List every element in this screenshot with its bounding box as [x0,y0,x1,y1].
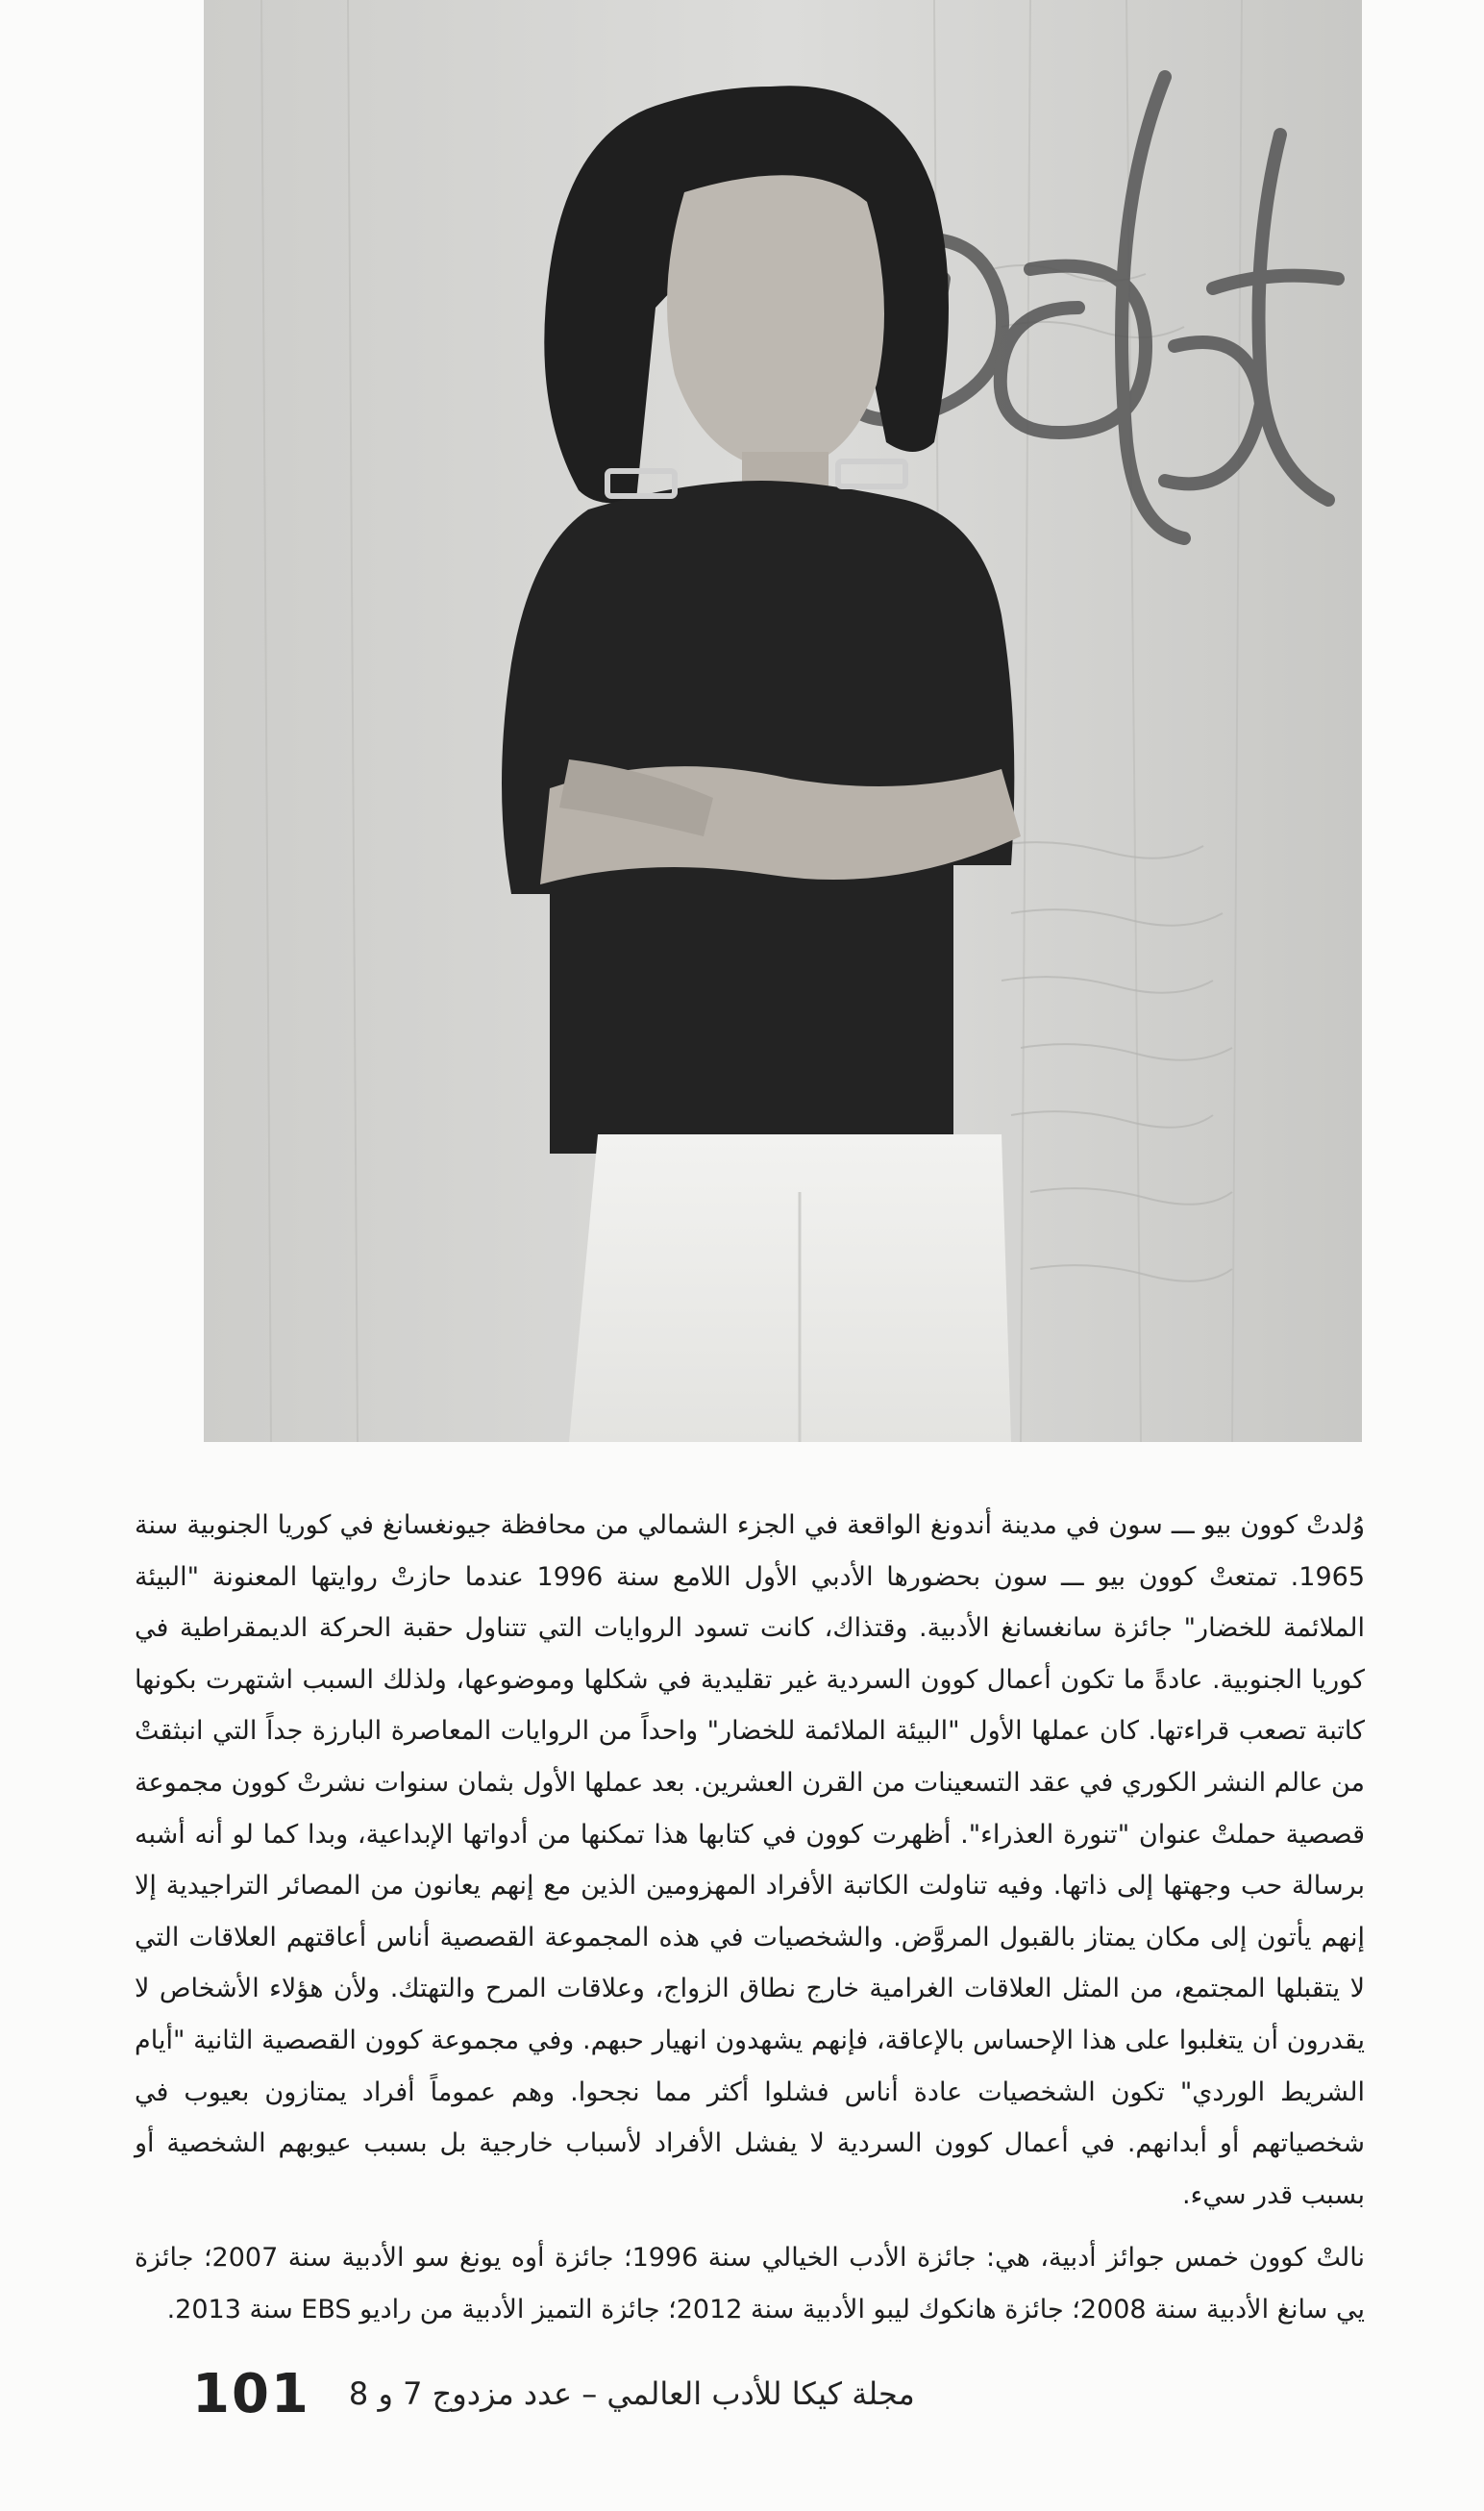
article-body [135,1500,1365,2336]
running-title: مجلة كيكا للأدب العالمي – عدد مزدوج 7 و 8 [348,2375,915,2412]
author-photo [204,0,1362,1442]
page-number: 101 [192,2362,310,2425]
awards-paragraph: نالتْ كوون خمس جوائز أدبية، هي: جائزة الأدب الخيالي سنة 1996؛ جائزة أوه يونغ سو الأدبية سنة 2007؛ جائزة يي سانغ الأدبية سنة 2008؛ جائزة هانكوك ليبو الأدبية سنة 2012؛ جائزة التميز الأدبية من راديو EBS سنة 2013. [135,2243,1365,2325]
bio-paragraph: وُلدتْ كوون بيو ـــ سون في مدينة أندونغ الواقعة في الجزء الشمالي من محافظة جيونغسانغ في كوريا الجنوبية سنة 1965. تمتعتْ كوون بيو ـــ سون بحضورها الأدبي الأول اللامع سنة 1996 عندما حازتْ روايتها المعنونة "البيئة الملائمة للخضار" جائزة سانغسانغ الأدبية. وقتذاك، كانت تسود الروايات التي تتناول حقبة الحركة الديمقراطية في كوريا الجنوبية. عادةً ما تكون أعمال كوون السردية غير تقليدية في شكلها وموضوعها، ولذلك السبب اشتهرت بكونها كاتبة تصعب قراءتها. كان عملها الأول "البيئة الملائمة للخضار" واحداً من الروايات المعاصرة البارزة جداً التي انبثقتْ من عالم النشر الكوري في عقد التسعينات من القرن العشرين. بعد عملها الأول بثمان سنوات نشرتْ كوون مجموعة قصصية حملتْ عنوان "تنورة العذراء". أظهرت كوون في كتابها هذا تمكنها من أدواتها الإبداعية، وبدا كما لو أنه أشبه برسالة حب وجهتها إلى ذاتها. وفيه تناولت الكاتبة الأفراد المهزومين الذين مع إنهم يعانون من المصائر التراجيدية إلا إنهم يأتون إلى مكان يمتاز بالقبول المروَّض. والشخصيات في هذه المجموعة القصصية أناس أعاقتهم العلاقات التي لا يتقبلها المجتمع، من المثل العلاقات الغرامية خارج نطاق الزواج، وعلاقات المرح والتهتك. ولأن هؤلاء الأشخاص لا يقدرون أن يتغلبوا على هذا الإحساس بالإعاقة، فإنهم يشهدون انهيار حبهم. وفي مجموعة كوون القصصية الثانية "أيام الشريط الوردي" تكون الشخصيات عادة أناس فشلوا أكثر مما نجحوا. وهم عموماً أفراد يمتازون بعيوب في شخصياتهم أو أبدانهم. في أعمال كوون السردية لا يفشل الأفراد لأسباب خارجية بل بسبب عيوبهم الشخصية أو بسبب قدر سيء. [135,1510,1365,2210]
page-footer [192,2360,1249,2427]
